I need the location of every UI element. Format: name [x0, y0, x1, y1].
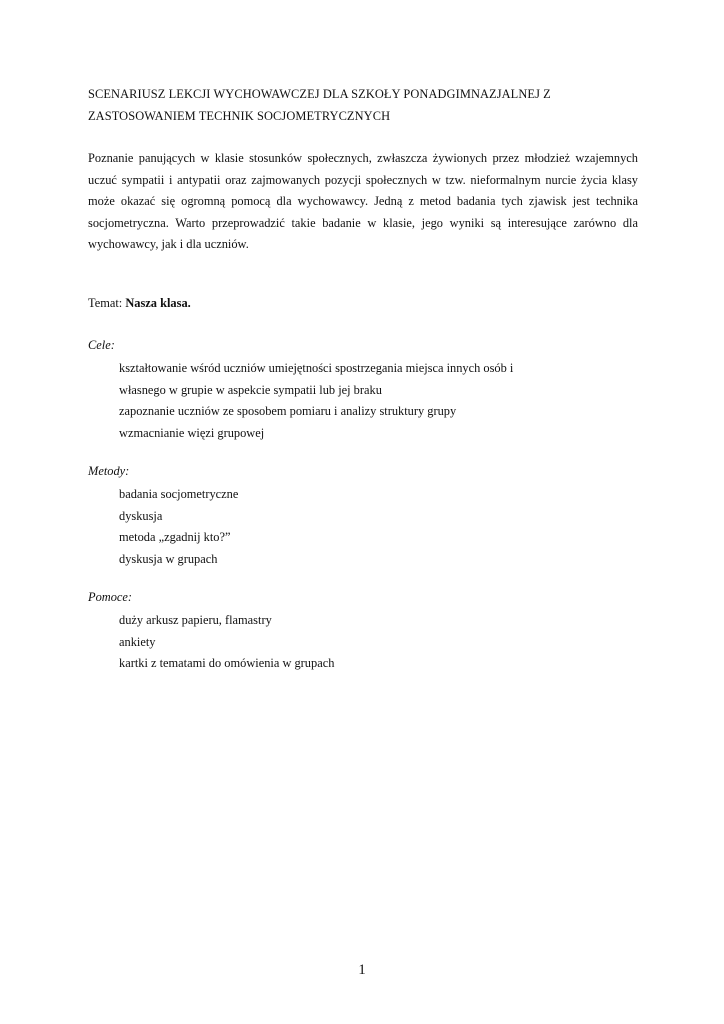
list-item: kartki z tematami do omówienia w grupach — [119, 656, 335, 670]
topic-line — [88, 294, 191, 312]
goals-list — [88, 358, 648, 444]
intro-paragraph: Poznanie panujących w klasie stosunków społecznych, zwłaszcza żywionych przez młodzież wzajemnych uczuć sympatii i antypatii oraz zajmowanych pozycji społecznych w tzw. nieformalnym nurcie życia klasy może okazać się ogromną pomocą dla wychowawcy. Jedną z metod badania tych zjawisk jest technika socjometryczna. Warto przeprowadzić takie badanie w klasie, jego wyniki są interesujące zarówno dla wychowawcy, jak i dla uczniów. — [88, 151, 638, 251]
list-item: własnego w grupie w aspekcie sympatii lub jej braku — [119, 382, 382, 397]
section-methods — [88, 462, 648, 570]
section-label: Metody: — [88, 464, 130, 478]
title-line: ZASTOSOWANIEM TECHNIK SOCJOMETRYCZNYCH — [88, 108, 391, 123]
section-label: Cele: — [88, 338, 115, 352]
document-title — [88, 84, 648, 127]
list-item: kształtowanie wśród uczniów umiejętności spostrzegania miejsca innych osób i — [119, 361, 514, 375]
list-item: duży arkusz papieru, flamastry — [119, 613, 272, 627]
aids-list — [88, 610, 648, 675]
page-number: 1 — [358, 962, 366, 978]
list-item: wzmacnianie więzi grupowej — [119, 425, 265, 440]
topic-value: Nasza klasa. — [125, 296, 191, 310]
topic-label: Temat: — [88, 296, 123, 310]
list-item: badania socjometryczne — [119, 487, 239, 501]
methods-list — [88, 484, 648, 570]
title-line: SCENARIUSZ LEKCJI WYCHOWAWCZEJ DLA SZKOŁY PONADGIMNAZJALNEJ Z — [88, 87, 551, 101]
list-item: ankiety — [119, 634, 156, 649]
list-item: dyskusja — [119, 508, 163, 523]
section-label: Pomoce: — [88, 590, 133, 604]
section-goals — [88, 336, 648, 444]
list-item: zapoznanie uczniów ze sposobem pomiaru i analizy struktury grupy — [119, 404, 457, 418]
section-aids — [88, 588, 648, 675]
list-item: dyskusja w grupach — [119, 551, 218, 566]
list-item: metoda „zgadnij kto?” — [119, 530, 231, 544]
